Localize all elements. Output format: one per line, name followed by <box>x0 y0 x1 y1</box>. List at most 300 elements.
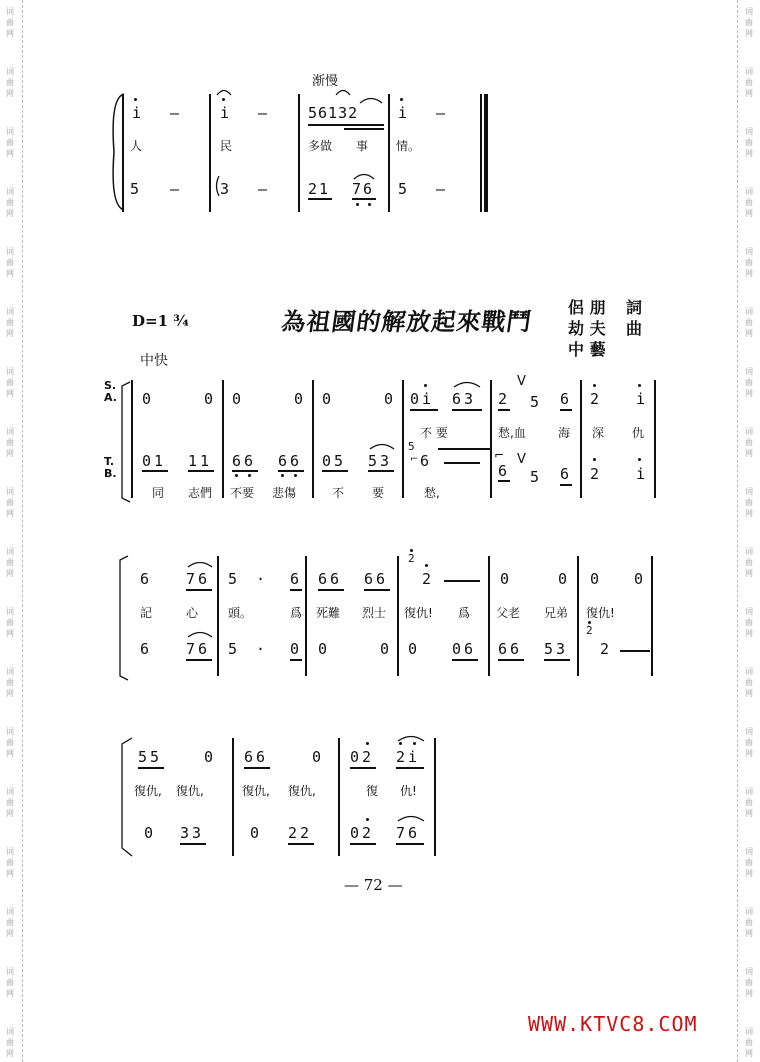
watermark-glyph: 词 <box>6 907 14 916</box>
note-group: 66 <box>232 452 257 470</box>
watermark-glyph-column <box>744 306 754 339</box>
watermark-glyph: 词 <box>6 127 14 136</box>
watermark-glyph: 网 <box>745 689 753 698</box>
beam-line <box>364 589 390 591</box>
sustain-dash: — <box>170 104 180 122</box>
note-group: 53 <box>544 640 569 658</box>
watermark-glyph: 曲 <box>6 858 14 867</box>
watermark-glyph: 网 <box>745 869 753 878</box>
watermark-glyph: 词 <box>745 607 753 616</box>
watermark-glyph: 词 <box>6 847 14 856</box>
slur-mark <box>368 442 396 450</box>
watermark-glyph: 曲 <box>6 498 14 507</box>
grace-hook: ⌐ <box>410 454 419 465</box>
note: 0 <box>590 570 600 588</box>
watermark-glyph: 网 <box>6 269 14 278</box>
lyric: 復仇! <box>586 606 615 620</box>
watermark-glyph: 网 <box>745 29 753 38</box>
note: 0 <box>384 390 394 408</box>
watermark-glyph-column <box>5 246 15 279</box>
beam-line <box>498 409 510 411</box>
note-group: 01 <box>142 452 167 470</box>
note: 5 <box>228 570 238 588</box>
lyric: 復 <box>366 784 379 798</box>
note: 2 <box>600 640 610 658</box>
barline <box>397 556 399 676</box>
note: 2 <box>422 570 432 588</box>
slur-mark <box>396 734 426 742</box>
high-dot <box>593 458 596 461</box>
note: 0 <box>312 748 322 766</box>
slur-mark <box>186 560 214 568</box>
watermark-glyph: 网 <box>6 809 14 818</box>
tie-mark <box>214 174 220 198</box>
watermark-glyph-column <box>5 1026 15 1059</box>
watermark-glyph: 曲 <box>745 738 753 747</box>
lyric: 復仇, <box>288 784 316 798</box>
note: 0 <box>634 570 644 588</box>
lyric: 父老 <box>496 606 521 620</box>
watermark-glyph: 词 <box>745 307 753 316</box>
lyric: 同 <box>152 486 165 500</box>
watermark-glyph: 曲 <box>745 318 753 327</box>
watermark-glyph-column <box>744 1026 754 1059</box>
watermark-glyph: 词 <box>745 187 753 196</box>
note: i <box>636 465 646 483</box>
note: 0 <box>250 824 260 842</box>
system-3-brace <box>116 554 132 682</box>
watermark-glyph: 词 <box>6 667 14 676</box>
watermark-glyph: 网 <box>6 1049 14 1058</box>
watermark-glyph: 曲 <box>6 258 14 267</box>
watermark-glyph: 词 <box>6 247 14 256</box>
barline <box>654 380 656 498</box>
tie-line <box>438 448 490 450</box>
barline <box>490 380 492 498</box>
slur-mark <box>352 172 376 180</box>
note-group: 05 <box>322 452 347 470</box>
sustain-dash: — <box>170 180 180 198</box>
song-title: 為祖國的解放起來戰鬥 <box>279 307 534 336</box>
barline <box>232 738 234 856</box>
note: i <box>220 104 230 122</box>
beam-line <box>290 659 302 661</box>
low-dot <box>235 474 238 477</box>
credit-troupe: 中 藝 <box>568 340 606 359</box>
watermark-glyph: 网 <box>745 329 753 338</box>
note: 5 <box>130 180 140 198</box>
beam-line <box>560 409 572 411</box>
lyric: 民 <box>220 139 233 153</box>
watermark-glyph: 曲 <box>6 618 14 627</box>
note: 5 <box>398 180 408 198</box>
beam-line <box>544 659 570 661</box>
watermark-glyph: 曲 <box>745 978 753 987</box>
watermark-glyph-column <box>5 6 15 39</box>
note: 0 <box>232 390 242 408</box>
slur-mark <box>334 88 352 96</box>
beam-line <box>138 767 164 769</box>
watermark-glyph: 曲 <box>745 378 753 387</box>
watermark-glyph: 曲 <box>745 198 753 207</box>
watermark-glyph-column <box>5 906 15 939</box>
lyric: 深 <box>592 426 605 440</box>
dot-extension: · <box>256 570 266 588</box>
tempo-mark-rit: 渐慢 <box>312 74 339 89</box>
barline <box>122 94 124 212</box>
watermark-glyph: 曲 <box>6 318 14 327</box>
beam-line <box>396 767 424 769</box>
note: 5 <box>530 468 540 486</box>
high-dot <box>400 98 403 101</box>
watermark-glyph-column <box>744 606 754 639</box>
watermark-glyph: 曲 <box>6 198 14 207</box>
watermark-glyph: 曲 <box>745 258 753 267</box>
fermata-mark <box>215 88 233 96</box>
watermark-glyph: 词 <box>6 67 14 76</box>
watermark-glyph: 网 <box>745 1049 753 1058</box>
barline <box>298 94 300 212</box>
lyric: 不 要 <box>420 426 448 440</box>
beam-line <box>186 589 212 591</box>
watermark-glyph: 词 <box>6 787 14 796</box>
high-dot <box>222 98 225 101</box>
page-number: — 72 — <box>344 876 403 894</box>
beam-line <box>308 124 384 126</box>
slur-mark <box>452 380 482 388</box>
watermark-glyph: 网 <box>6 929 14 938</box>
lyric: 爲 <box>458 606 471 620</box>
watermark-glyph: 网 <box>6 149 14 158</box>
watermark-glyph: 网 <box>745 389 753 398</box>
beam-line <box>288 843 314 845</box>
watermark-glyph: 曲 <box>745 1038 753 1047</box>
watermark-glyph-column <box>5 966 15 999</box>
high-dot <box>366 742 369 745</box>
watermark-glyph: 词 <box>745 127 753 136</box>
watermark-glyph-column <box>744 906 754 939</box>
dot-extension: · <box>256 640 266 658</box>
note-group: 76 <box>396 824 421 842</box>
site-watermark: WWW.KTVC8.COM <box>528 1012 698 1036</box>
watermark-glyph: 网 <box>6 449 14 458</box>
credit-role: 曲 <box>626 319 643 338</box>
watermark-glyph: 曲 <box>6 78 14 87</box>
note: 0 <box>322 390 332 408</box>
sustain-dash: — <box>258 180 268 198</box>
watermark-glyph-column <box>744 246 754 279</box>
slur-mark <box>396 814 426 822</box>
note-group: 66 <box>364 570 389 588</box>
watermark-glyph: 曲 <box>6 738 14 747</box>
note-group: 53 <box>368 452 393 470</box>
barline <box>209 94 211 212</box>
watermark-glyph: 网 <box>6 329 14 338</box>
grace-note: 2 <box>586 624 593 637</box>
note-group: 22 <box>288 824 313 842</box>
watermark-glyph: 网 <box>6 29 14 38</box>
note-group: 55 <box>138 748 163 766</box>
high-dot <box>638 458 641 461</box>
beam-line <box>318 589 344 591</box>
watermark-glyph: 曲 <box>6 918 14 927</box>
watermark-glyph: 词 <box>745 487 753 496</box>
watermark-glyph-column <box>5 186 15 219</box>
lyric: 心 <box>186 606 199 620</box>
note: 6 <box>498 462 508 480</box>
note-group: 66 <box>278 452 303 470</box>
beam-line <box>350 843 376 845</box>
watermark-glyph-column <box>5 426 15 459</box>
beam-line <box>410 409 438 411</box>
barline <box>402 380 404 498</box>
watermark-glyph: 曲 <box>745 78 753 87</box>
watermark-glyph: 词 <box>6 187 14 196</box>
note: 0 <box>142 390 152 408</box>
lyric: 爲 <box>290 606 303 620</box>
lyric: 復仇, <box>176 784 204 798</box>
watermark-glyph: 网 <box>6 989 14 998</box>
watermark-glyph: 曲 <box>6 438 14 447</box>
barline <box>338 738 340 856</box>
credit-lyricist: 侶 朋 <box>568 298 606 317</box>
beam-line <box>188 470 214 472</box>
tie-hook: ⌐ <box>494 448 505 462</box>
note: 0 <box>380 640 390 658</box>
watermark-glyph-column <box>5 126 15 159</box>
lyric: 人 <box>130 139 143 153</box>
watermark-glyph-column <box>744 6 754 39</box>
watermark-glyph: 词 <box>6 607 14 616</box>
beam-line <box>180 843 206 845</box>
watermark-glyph: 曲 <box>6 558 14 567</box>
note: i <box>132 104 142 122</box>
lyric: 愁, <box>424 486 440 500</box>
watermark-glyph-column <box>744 666 754 699</box>
note-group: 11 <box>188 452 213 470</box>
note-group: 06 <box>452 640 477 658</box>
lyric: 兄弟 <box>544 606 569 620</box>
barline <box>305 556 307 676</box>
lyric: 悲傷 <box>272 486 297 500</box>
watermark-glyph: 网 <box>745 449 753 458</box>
watermark-glyph: 词 <box>745 787 753 796</box>
note: 0 <box>144 824 154 842</box>
note: 0 <box>558 570 568 588</box>
note-group: 33 <box>180 824 205 842</box>
note-group: 02 <box>350 748 375 766</box>
note-group: 66 <box>498 640 523 658</box>
barline <box>312 380 314 498</box>
lyric: 愁,血 <box>498 426 526 440</box>
sustain-dash <box>444 462 480 464</box>
watermark-glyph: 网 <box>745 629 753 638</box>
lyric: 復仇, <box>242 784 270 798</box>
watermark-glyph-column <box>744 426 754 459</box>
lyric: 記 <box>140 606 153 620</box>
note: i <box>398 104 408 122</box>
watermark-glyph: 网 <box>6 209 14 218</box>
note-group: 66 <box>318 570 343 588</box>
watermark-glyph-column <box>744 366 754 399</box>
note: 0 <box>408 640 418 658</box>
note-group: 63 <box>452 390 477 408</box>
watermark-glyph-column <box>744 126 754 159</box>
breath-mark: V <box>517 374 526 389</box>
beam-line <box>350 767 376 769</box>
high-dot <box>425 564 428 567</box>
note-group: 02 <box>350 824 375 842</box>
beam-line <box>498 659 524 661</box>
watermark-glyph-column <box>744 66 754 99</box>
sustain-dash <box>620 650 650 652</box>
watermark-glyph: 曲 <box>6 378 14 387</box>
watermark-glyph-column <box>744 186 754 219</box>
watermark-glyph: 词 <box>6 487 14 496</box>
watermark-glyph: 网 <box>745 809 753 818</box>
watermark-glyph: 词 <box>6 967 14 976</box>
note: 5 <box>530 393 540 411</box>
watermark-glyph: 词 <box>6 427 14 436</box>
high-dot <box>638 384 641 387</box>
note: 6 <box>560 390 570 408</box>
barline <box>217 556 219 676</box>
high-dot <box>424 384 427 387</box>
high-dot <box>593 384 596 387</box>
watermark-glyph: 曲 <box>745 138 753 147</box>
watermark-glyph: 网 <box>745 209 753 218</box>
lyric: 不 <box>332 486 345 500</box>
note: 0 <box>500 570 510 588</box>
watermark-glyph-column <box>5 66 15 99</box>
lyric: 要 <box>372 486 385 500</box>
watermark-glyph-column <box>5 486 15 519</box>
barline <box>580 380 582 498</box>
watermark-glyph: 曲 <box>6 138 14 147</box>
sustain-dash: — <box>436 180 446 198</box>
barline <box>222 380 224 498</box>
watermark-glyph-column <box>744 546 754 579</box>
barline <box>651 556 653 676</box>
watermark-glyph: 词 <box>745 907 753 916</box>
lyric: 多做 <box>308 139 333 153</box>
note: 6 <box>290 570 300 588</box>
watermark-glyph: 网 <box>745 569 753 578</box>
watermark-glyph: 词 <box>6 307 14 316</box>
watermark-glyph: 曲 <box>745 618 753 627</box>
low-dot <box>368 203 371 206</box>
note: 2 <box>590 390 600 408</box>
watermark-glyph: 词 <box>745 547 753 556</box>
beam-line <box>396 843 424 845</box>
watermark-glyph: 网 <box>6 689 14 698</box>
beam-line <box>452 659 478 661</box>
beam-line <box>142 470 168 472</box>
breath-mark: V <box>517 452 526 467</box>
note: 2 <box>590 465 600 483</box>
watermark-glyph: 曲 <box>745 918 753 927</box>
watermark-glyph: 曲 <box>745 18 753 27</box>
watermark-glyph: 曲 <box>745 558 753 567</box>
note: 0 <box>204 748 214 766</box>
watermark-glyph-column <box>5 546 15 579</box>
high-dot <box>366 818 369 821</box>
lyric: 死難 <box>316 606 341 620</box>
high-dot <box>410 549 413 552</box>
watermark-glyph: 曲 <box>6 978 14 987</box>
voice-label-tb: T. B. <box>104 455 117 480</box>
tempo-indication: 中快 <box>140 353 168 369</box>
left-watermark-strip <box>0 0 23 1062</box>
grace-note: 5 <box>408 440 415 453</box>
watermark-glyph-column <box>744 786 754 819</box>
system-4-brace <box>116 736 136 858</box>
watermark-glyph-column <box>5 606 15 639</box>
note-group: 0i <box>410 390 435 408</box>
watermark-glyph: 词 <box>6 7 14 16</box>
watermark-glyph: 曲 <box>745 858 753 867</box>
credit-role: 詞 <box>626 298 643 317</box>
watermark-glyph: 词 <box>745 67 753 76</box>
watermark-glyph: 词 <box>6 1027 14 1036</box>
beam-line <box>560 484 572 486</box>
watermark-glyph-column <box>5 786 15 819</box>
final-barline <box>484 94 488 212</box>
beam-line <box>308 198 332 200</box>
beam-line <box>352 198 376 200</box>
note-group: 76 <box>186 570 211 588</box>
credit-composer: 劫 夫 <box>568 319 606 338</box>
note: 0 <box>290 640 300 658</box>
lyric: 不要 <box>230 486 255 500</box>
barline <box>577 556 579 676</box>
watermark-glyph: 网 <box>6 749 14 758</box>
low-dot <box>248 474 251 477</box>
watermark-glyph-column <box>5 366 15 399</box>
lyric: 情。 <box>396 139 421 153</box>
sustain-dash <box>444 580 480 582</box>
grace-note: 2 <box>408 552 415 565</box>
watermark-glyph: 网 <box>745 149 753 158</box>
lyric: 烈士 <box>362 606 387 620</box>
barline <box>434 738 436 856</box>
watermark-glyph-column <box>5 726 15 759</box>
note-group: 21 <box>308 180 331 198</box>
watermark-glyph: 曲 <box>745 678 753 687</box>
slur-mark <box>186 630 214 638</box>
watermark-glyph: 词 <box>745 247 753 256</box>
watermark-glyph: 网 <box>6 89 14 98</box>
slur-mark <box>358 96 384 104</box>
beam-line <box>278 470 304 472</box>
key-signature: D=1 ¾ <box>132 312 189 330</box>
lyric: 事 <box>356 139 369 153</box>
watermark-glyph: 词 <box>745 367 753 376</box>
watermark-glyph: 词 <box>745 727 753 736</box>
beam-line <box>452 409 482 411</box>
watermark-glyph-column <box>5 846 15 879</box>
lyric: 海 <box>558 426 571 440</box>
note: 0 <box>294 390 304 408</box>
note-group: 66 <box>244 748 269 766</box>
watermark-glyph: 词 <box>6 547 14 556</box>
right-watermark-strip <box>737 0 760 1062</box>
lyric: 仇! <box>400 784 417 798</box>
lyric: 志們 <box>188 486 213 500</box>
beam-line <box>186 659 212 661</box>
note: 0 <box>318 640 328 658</box>
note-group: 56132 <box>308 104 359 122</box>
